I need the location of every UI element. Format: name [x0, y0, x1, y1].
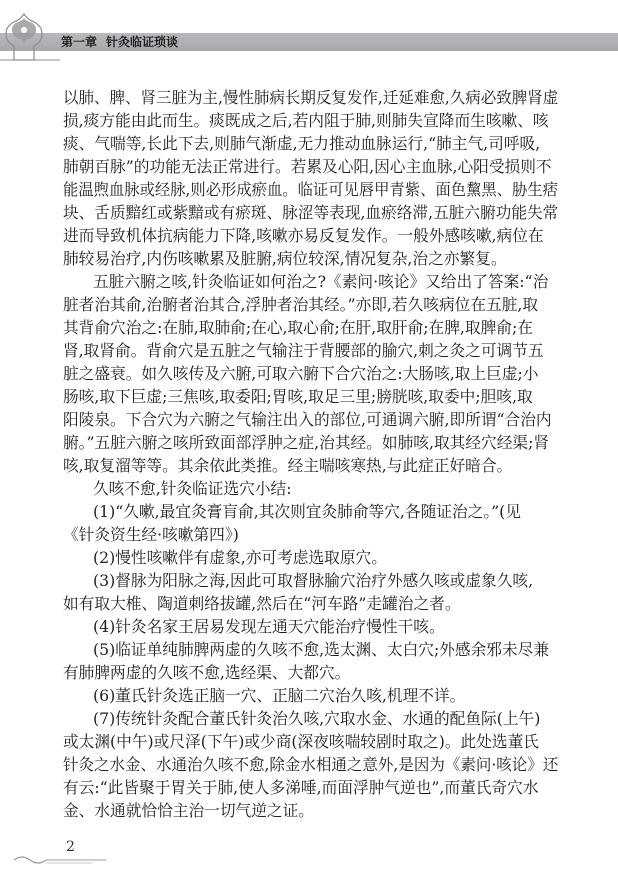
- list-item: (7)传统针灸配合董氏针灸治久咳,穴取水金、水通的配鱼际(上午): [93, 709, 541, 728]
- text-line: 或太渊(中午)或尺泽(下午)或少商(深夜咳喘较剧时取之)。此处选董氏: [63, 732, 539, 751]
- list-item: (1)“久嗽,最宜灸膏肓俞,其次则宜灸肺俞等穴,各随证治之。”(见: [93, 502, 521, 521]
- text-line: 块、舌质黯红或紫黯或有瘀斑、脉涩等表现,血瘀络滞,五脏六腑功能失常: [63, 203, 559, 222]
- text-line: 其背俞穴治之:在肺,取肺俞;在心,取心俞;在肝,取肝俞;在脾,取脾俞;在: [63, 318, 533, 337]
- text-line: 脏者治其俞,治腑者治其合,浮肿者治其经。”亦即,若久咳病位在五脏,取: [63, 295, 539, 314]
- text-line: 痰、气喘等,长此下去,则肺气渐虚,无力推动血脉运行,“肺主气,司呼吸,: [63, 134, 541, 153]
- text-line: 咳,取复溜等等。其余依此类推。经主喘咳寒热,与此症正好暗合。: [63, 456, 513, 475]
- footer-ornament-icon: [12, 853, 108, 867]
- list-item: (6)董氏针灸选正脑一穴、正脑二穴治久咳,机理不详。: [93, 686, 466, 705]
- text-line: 如有取大椎、陶道刺络拔罐,然后在“河车路”走罐治之者。: [63, 594, 461, 613]
- text-line: 五脏六腑之咳,针灸临证如何治之?《素问·咳论》又给出了答案:“治: [93, 272, 549, 291]
- text-line: 进而导致机体抗病能力下降,咳嗽亦易反复发作。一般外感咳嗽,病位在: [63, 226, 544, 245]
- page-number: 2: [66, 839, 75, 855]
- text-line: 肺朝百脉”的功能无法正常进行。若累及心阳,因心主血脉,心阳受损则不: [63, 157, 552, 176]
- text-line: 肾,取肾俞。背俞穴是五脏之气输注于背腰部的腧穴,刺之灸之可调节五: [63, 341, 544, 360]
- text-line: 腑。”五脏六腑之咳所致面部浮肿之症,治其经。如肺咳,取其经穴经渠;肾: [63, 433, 550, 452]
- text-line: 以肺、脾、肾三脏为主,慢性肺病长期反复发作,迁延难愈,久病必致脾肾虚: [63, 88, 559, 107]
- text-line: 《针灸资生经·咳嗽第四》): [63, 525, 239, 544]
- text-line: 针灸之水金、水通治久咳不愈,除金水相通之意外,是因为《素问·咳论》还: [63, 755, 559, 774]
- text-line: 有肺脾两虚的久咳不愈,选经渠、大都穴。: [63, 663, 351, 682]
- text-line: 阳陵泉。下合穴为六腑之气输注出入的部位,可通调六腑,即所谓“合治内: [63, 410, 552, 429]
- chapter-name: 针灸临证琐谈: [106, 35, 179, 49]
- text-line: 脏之盛衰。如久咳传及六腑,可取六腑下合穴治之:大肠咳,取上巨虚;小: [63, 364, 539, 383]
- chapter-title: [61, 34, 178, 50]
- text-line: 肠咳,取下巨虚;三焦咳,取委阳;胃咳,取足三里;膀胱咳,取委中;胆咳,取: [63, 387, 533, 406]
- list-item: (3)督脉为阳脉之海,因此可取督脉腧穴治疗外感久咳或虚象久咳,: [93, 571, 534, 590]
- text-line: 损,痰方能由此而生。痰既成之后,若内阻于肺,则肺失宣降而生咳嗽、咳: [63, 111, 549, 130]
- text-line: 金、水通就恰恰主治一切气逆之证。: [63, 801, 314, 820]
- list-item: (4)针灸名家王居易发现左通天穴能治疗慢性干咳。: [93, 617, 445, 636]
- list-item: (5)临证单纯肺脾两虚的久咳不愈,选太渊、太白穴;外感余邪未尽兼: [93, 640, 550, 659]
- text-line: 久咳不愈,针灸临证选穴小结:: [93, 479, 292, 498]
- text-line: 肺较易治疗,内伤咳嗽累及脏腑,病位较深,情况复杂,治之亦繁复。: [63, 249, 507, 268]
- chapter-number: 第一章: [61, 35, 98, 49]
- list-item: (2)慢性咳嗽伴有虚象,亦可考虑选取原穴。: [93, 548, 387, 567]
- text-line: 能温煦血脉或经脉,则必形成瘀血。临证可见唇甲青紫、面色黧黑、胁生痞: [63, 180, 558, 199]
- text-line: 有云:“此皆聚于胃关于肺,使人多涕唾,而面浮肿气逆也”,而董氏奇穴水: [63, 778, 539, 797]
- header-ornament-icon: [0, 10, 64, 66]
